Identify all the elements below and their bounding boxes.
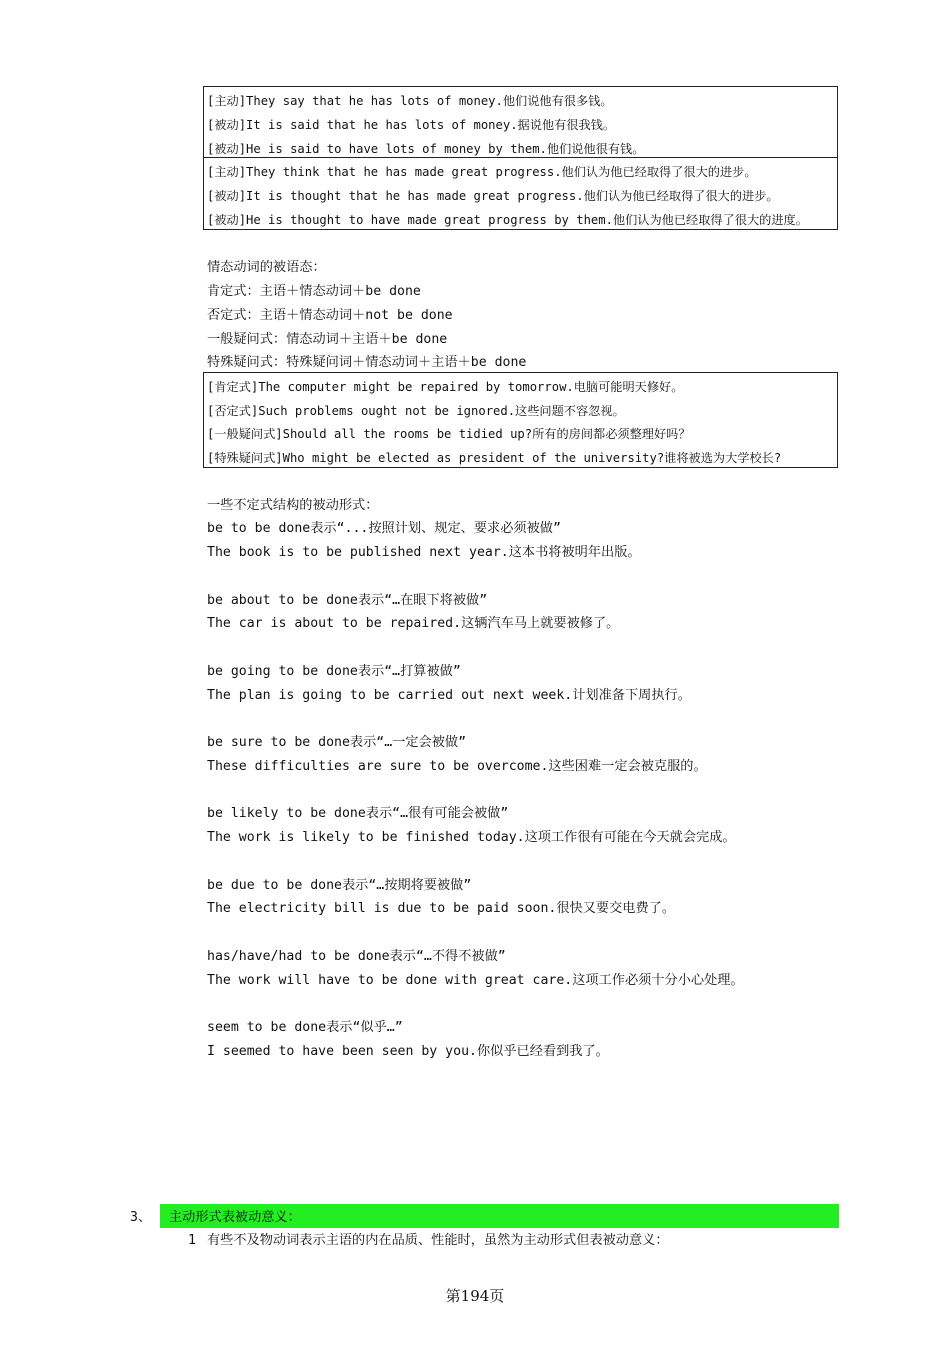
infinitive-rule: be due to be done表示“…按期将要被做” <box>207 878 472 893</box>
infinitive-example: The book is to be published next year.这本书将被明年出版。 <box>207 545 641 560</box>
infinitive-example: The plan is going to be carried out next week.计划准备下周执行。 <box>207 688 691 703</box>
infinitive-example: The car is about to be repaired.这辆汽车马上就要被修了。 <box>207 616 620 631</box>
infinitive-example: The electricity bill is due to be paid soon.很快又要交电费了。 <box>207 901 676 916</box>
example-line: [主动]They say that he has lots of money.他们说他有很多钱。 <box>207 94 613 108</box>
example-line: [被动]He is said to have lots of money by them.他们说他很有钱。 <box>207 142 645 156</box>
example-line: [肯定式]The computer might be repaired by tomorrow.电脑可能明天修好。 <box>207 380 684 394</box>
modal-rule: 特殊疑问式：特殊疑问词＋情态动词＋主语＋be done <box>207 355 527 370</box>
example-line: [被动]It is thought that he has made great progress.他们认为他已经取得了很大的进步。 <box>207 189 779 203</box>
modal-rule: 否定式：主语＋情态动词＋not be done <box>207 308 453 323</box>
page-number: 第194页 <box>445 1287 505 1305</box>
modal-heading: 情态动词的被语态： <box>207 260 326 275</box>
subsection-text: 有些不及物动词表示主语的内在品质、性能时，虽然为主动形式但表被动意义： <box>207 1233 669 1248</box>
infinitive-rule: has/have/had to be done表示“…不得不被做” <box>207 949 506 964</box>
example-line: [主动]They think that he has made great progress.他们认为他已经取得了很大的进步。 <box>207 165 757 179</box>
infinitive-heading: 一些不定式结构的被动形式： <box>207 498 379 513</box>
modal-rule: 肯定式：主语＋情态动词＋be done <box>207 284 421 299</box>
section-number: 3、 <box>130 1210 152 1225</box>
example-line: [一般疑问式]Should all the rooms be tidied up?所有的房间都必须整理好吗？ <box>207 427 691 441</box>
example-line: [特殊疑问式]Who might be elected as president of the university?谁将被选为大学校长? <box>207 451 782 465</box>
infinitive-example: These difficulties are sure to be overcome.这些困难一定会被克服的。 <box>207 759 707 774</box>
infinitive-rule: be going to be done表示“…打算被做” <box>207 664 461 679</box>
example-line: [否定式]Such problems ought not be ignored.这些问题不容忽视。 <box>207 404 625 418</box>
infinitive-rule: be sure to be done表示“…一定会被做” <box>207 735 467 750</box>
infinitive-example: The work will have to be done with great care.这项工作必须十分小心处理。 <box>207 973 744 988</box>
example-line: [被动]He is thought to have made great progress by them.他们认为他已经取得了很大的进度。 <box>207 213 808 227</box>
infinitive-rule: be to be done表示“...按照计划、规定、要求必须被做” <box>207 521 561 536</box>
subsection-number: 1 <box>188 1233 196 1248</box>
infinitive-example: I seemed to have been seen by you.你似乎已经看到我了。 <box>207 1044 609 1059</box>
infinitive-example: The work is likely to be finished today.这项工作很有可能在今天就会完成。 <box>207 830 736 845</box>
infinitive-rule: be likely to be done表示“…很有可能会被做” <box>207 806 509 821</box>
infinitive-rule: seem to be done表示“似乎…” <box>207 1020 403 1035</box>
infinitive-rule: be about to be done表示“…在眼下将被做” <box>207 593 488 608</box>
example-line: [被动]It is said that he has lots of money.据说他有很我钱。 <box>207 118 616 132</box>
modal-rule: 一般疑问式：情态动词＋主语＋be done <box>207 332 448 347</box>
section-title: 主动形式表被动意义： <box>169 1210 301 1225</box>
